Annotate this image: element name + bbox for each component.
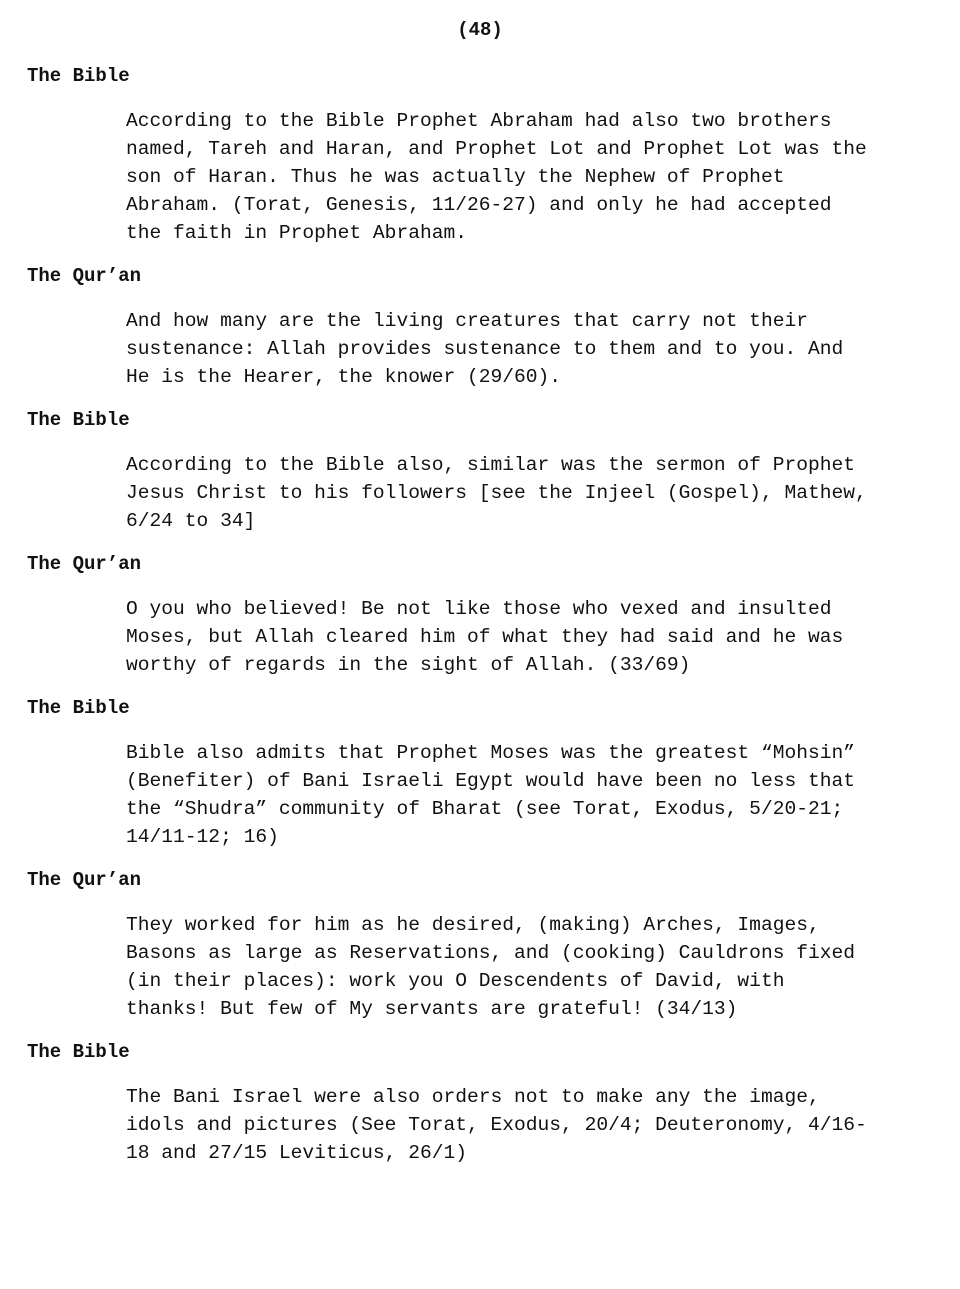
section-paragraph: O you who believed! Be not like those who vexed and insulted Moses, but Allah cleared him of what they had said and he was worthy of regards in the sight of Allah. (33/69) [126,598,844,676]
section-quran-david [0,868,960,1023]
section-heading: The Bible [27,1041,130,1063]
document-body [0,64,960,1184]
section-bible-sermon [0,408,960,535]
section-paragraph: They worked for him as he desired, (making) Arches, Images, Basons as large as Reservations, and (cooking) Cauldrons fixed (in their places): work you O Descendents of David, with thanks! But few of My servants are grateful! (34/13) [126,914,856,1020]
section-bible-mohsin [0,696,960,851]
section-bible-images [0,1040,960,1167]
section-paragraph: According to the Bible Prophet Abraham had also two brothers named, Tareh and Haran, and Prophet Lot and Prophet Lot was the son of Haran. Thus he was actually the Nephew of Prophet Abraham. (Torat, Genesis, 11/26-27) and only he had accepted the faith in Prophet Abraham. [126,110,867,244]
section-heading: The Qur’an [27,265,142,287]
section-bible-abraham [0,64,960,247]
section-paragraph: According to the Bible also, similar was the sermon of Prophet Jesus Christ to his followers [see the Injeel (Gospel), Mathew, 6/24 to 34] [126,454,867,532]
section-heading: The Bible [27,409,130,431]
section-paragraph: The Bani Israel were also orders not to make any the image, idols and pictures (See Torat, Exodus, 20/4; Deuteronomy, 4/16- 18 and 27/15 Leviticus, 26/1) [126,1086,867,1164]
section-heading: The Bible [27,65,130,87]
section-quran-sustenance [0,264,960,391]
page-number: (48) [457,19,503,41]
section-quran-moses [0,552,960,679]
section-heading: The Qur’an [27,553,142,575]
section-heading: The Qur’an [27,869,142,891]
section-paragraph: And how many are the living creatures that carry not their sustenance: Allah provides sustenance to them and to you. And He is the Hearer, the knower (29/60). [126,310,844,388]
section-heading: The Bible [27,697,130,719]
section-paragraph: Bible also admits that Prophet Moses was the greatest “Mohsin” (Benefiter) of Bani Israeli Egypt would have been no less that the “Shudra” community of Bharat (see Torat, Exodus, 5/20-21; 14/11-12; 16) [126,742,856,848]
